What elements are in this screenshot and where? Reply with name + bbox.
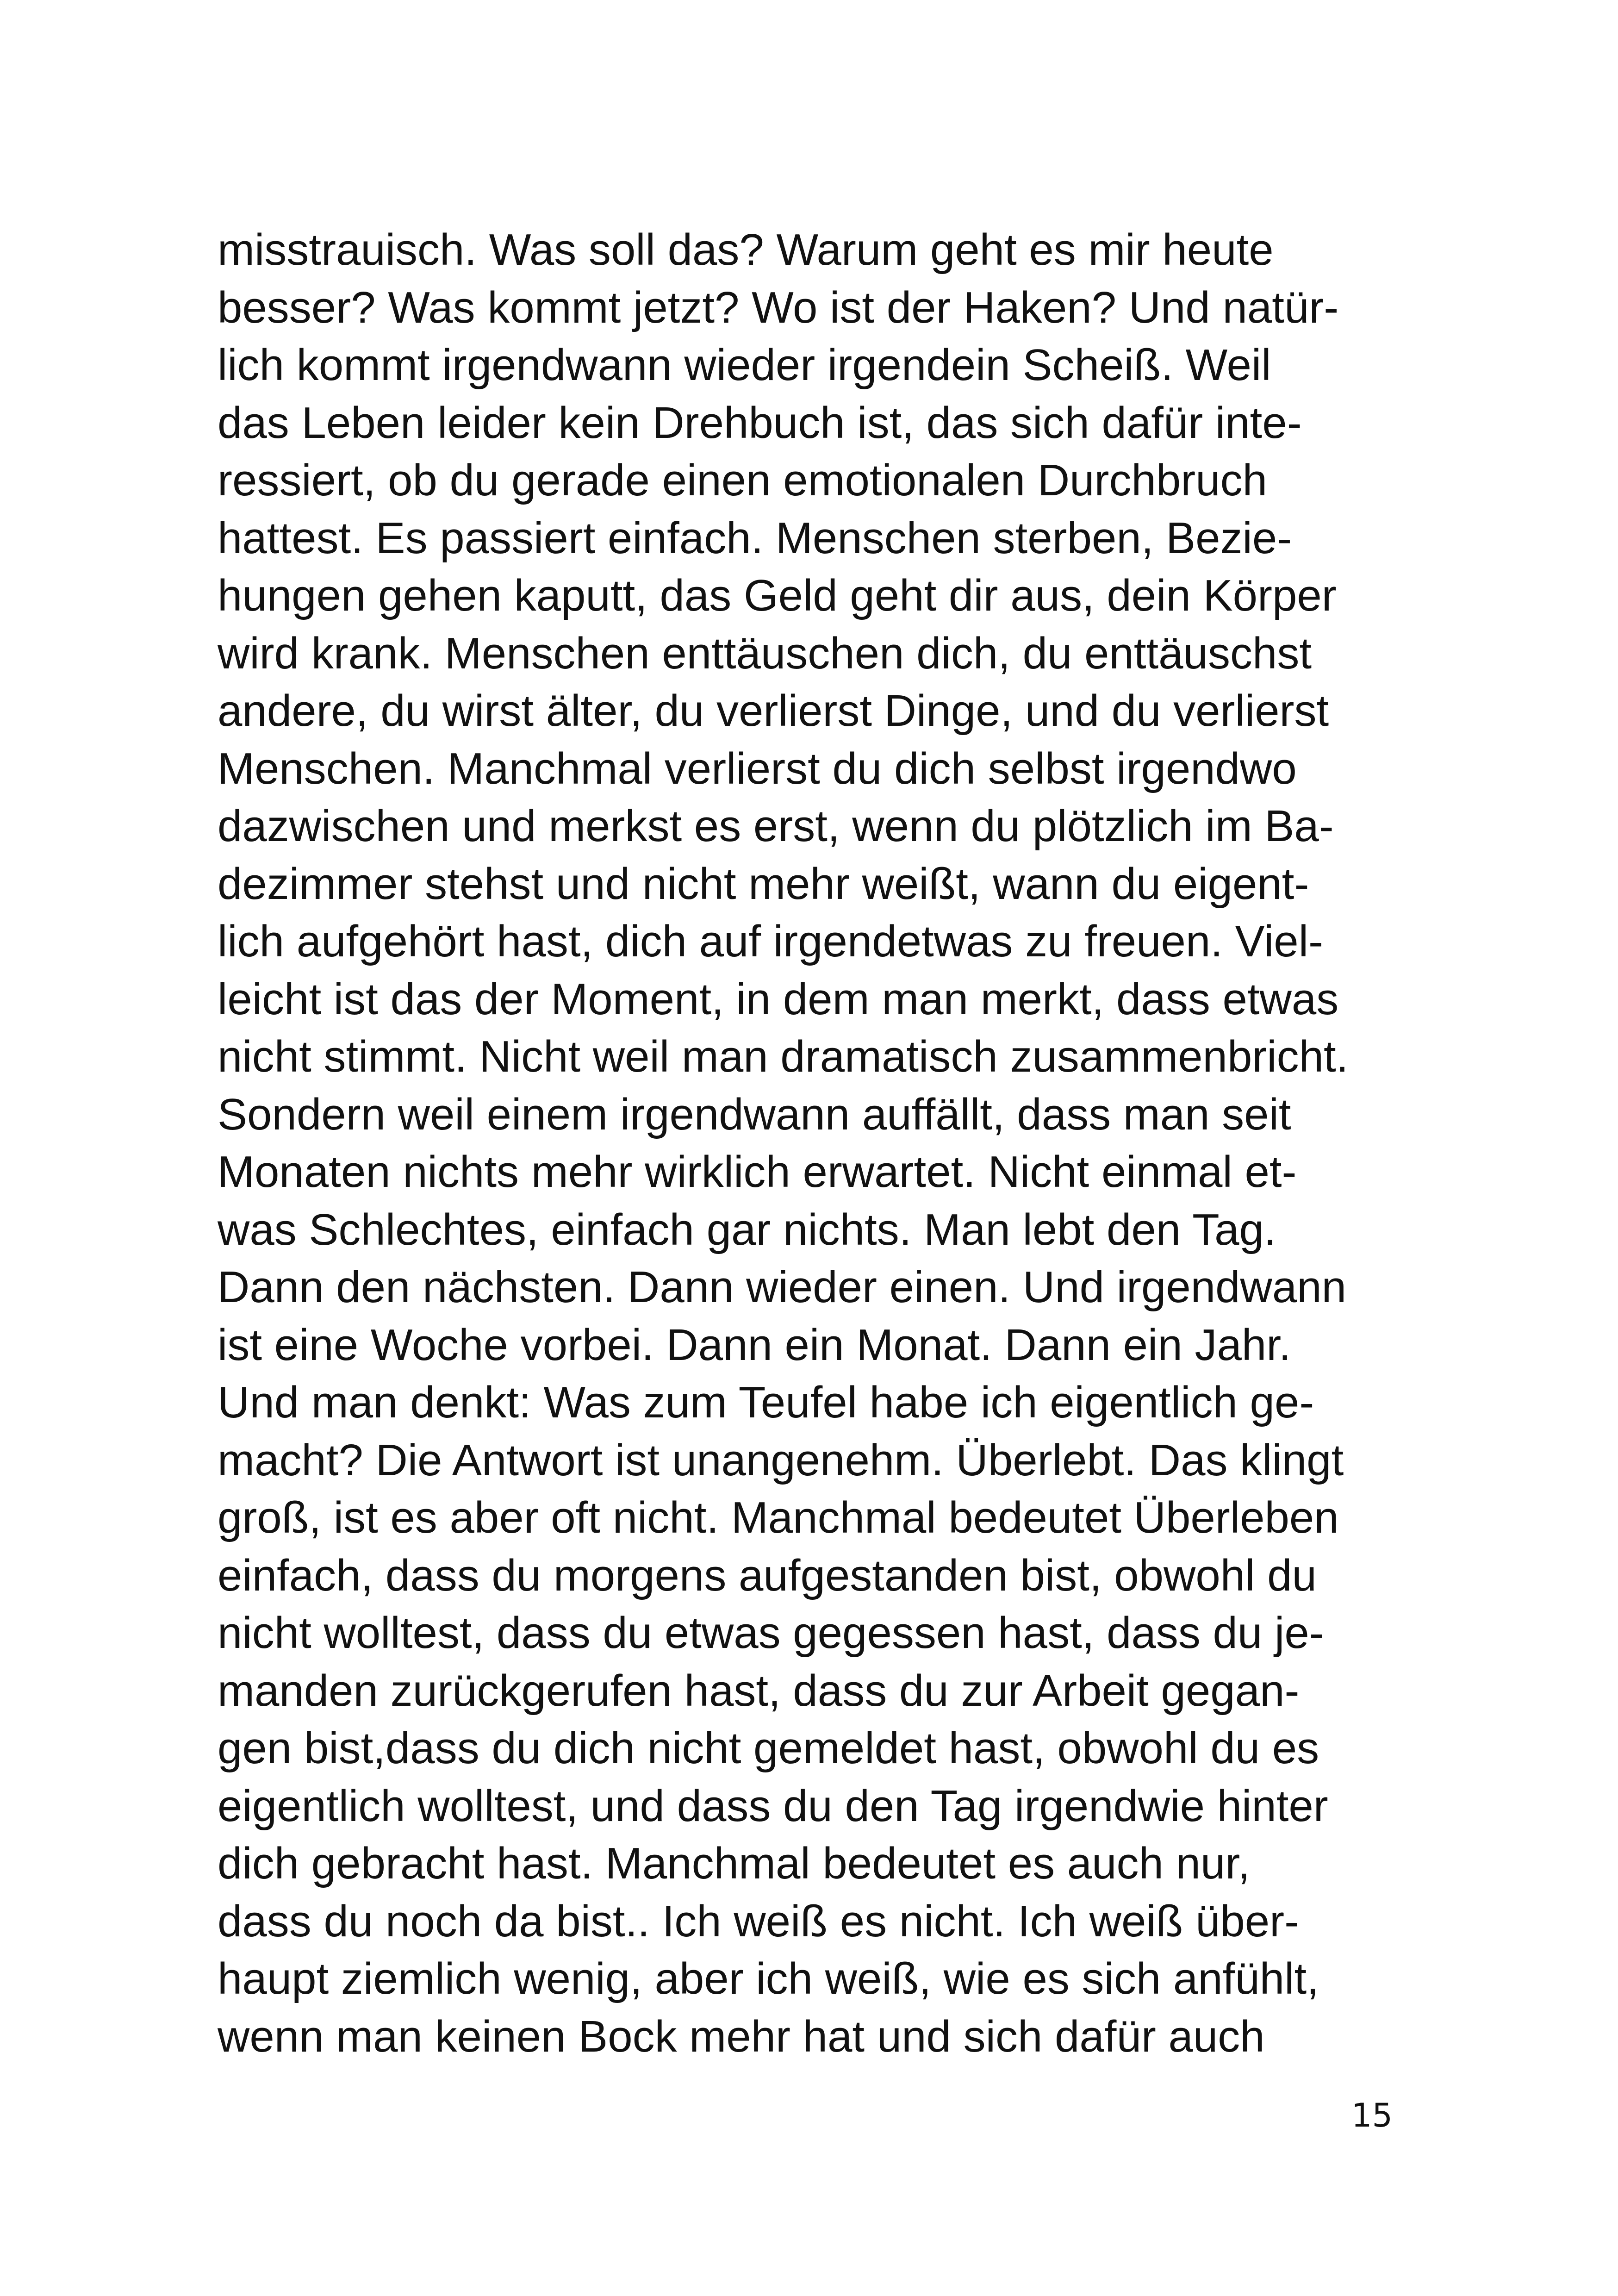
text-line: einfach, dass du morgens aufgestanden bist, obwohl du — [218, 1550, 1317, 1600]
text-line: lich kommt irgendwann wieder irgendein Scheiß. Weil — [218, 340, 1271, 390]
text-line: was Schlechtes, einfach gar nichts. Man lebt den Tag. — [218, 1204, 1276, 1254]
text-line: lich aufgehört hast, dich auf irgendetwas zu freuen. Viel- — [218, 917, 1323, 966]
text-line: wenn man keinen Bock mehr hat und sich dafür auch — [218, 2011, 1265, 2061]
text-line: hattest. Es passiert einfach. Menschen sterben, Bezie- — [218, 513, 1292, 563]
text-line: manden zurückgerufen hast, dass du zur Arbeit gegan- — [218, 1666, 1300, 1716]
text-line: ressiert, ob du gerade einen emotionalen Durchbruch — [218, 455, 1268, 505]
text-line: dazwischen und merkst es erst, wenn du plötzlich im Ba- — [218, 801, 1334, 851]
text-line: hungen gehen kaputt, das Geld geht dir aus, dein Körper — [218, 571, 1337, 620]
text-line: nicht wolltest, dass du etwas gegessen hast, dass du je- — [218, 1608, 1324, 1658]
text-line: eigentlich wolltest, und dass du den Tag irgendwie hinter — [218, 1781, 1328, 1831]
text-line: andere, du wirst älter, du verlierst Dinge, und du verlierst — [218, 686, 1329, 736]
text-line: Menschen. Manchmal verlierst du dich selbst irgendwo — [218, 743, 1297, 793]
page-number: 15 — [1351, 2096, 1393, 2134]
text-line: besser? Was kommt jetzt? Wo ist der Haken? Und natür- — [218, 282, 1339, 332]
text-line: gen bist,dass du dich nicht gemeldet hast, obwohl du es — [218, 1723, 1319, 1773]
text-line: dich gebracht hast. Manchmal bedeutet es auch nur, — [218, 1839, 1250, 1888]
text-line: Sondern weil einem irgendwann auffällt, dass man seit — [218, 1089, 1291, 1139]
text-line: groß, ist es aber oft nicht. Manchmal bedeutet Überleben — [218, 1493, 1339, 1542]
body-text — [218, 221, 1439, 2065]
text-line: leicht ist das der Moment, in dem man merkt, dass etwas — [218, 974, 1339, 1024]
text-line: Und man denkt: Was zum Teufel habe ich eigentlich ge- — [218, 1378, 1314, 1427]
text-line: Dann den nächsten. Dann wieder einen. Und irgendwann — [218, 1262, 1346, 1312]
text-line: wird krank. Menschen enttäuschen dich, du enttäuschst — [218, 628, 1312, 678]
text-line: misstrauisch. Was soll das? Warum geht es mir heute — [218, 225, 1274, 275]
text-line: das Leben leider kein Drehbuch ist, das sich dafür inte- — [218, 398, 1302, 448]
text-line: dezimmer stehst und nicht mehr weißt, wann du eigent- — [218, 859, 1309, 909]
text-line: ist eine Woche vorbei. Dann ein Monat. Dann ein Jahr. — [218, 1320, 1291, 1370]
text-line: Monaten nichts mehr wirklich erwartet. Nicht einmal et- — [218, 1147, 1297, 1197]
text-line: haupt ziemlich wenig, aber ich weiß, wie es sich anfühlt, — [218, 1954, 1319, 2003]
text-line: dass du noch da bist.. Ich weiß es nicht. Ich weiß über- — [218, 1896, 1300, 1946]
text-line: macht? Die Antwort ist unangenehm. Überlebt. Das klingt — [218, 1435, 1344, 1485]
text-line: nicht stimmt. Nicht weil man dramatisch zusammenbricht. — [218, 1032, 1349, 1081]
